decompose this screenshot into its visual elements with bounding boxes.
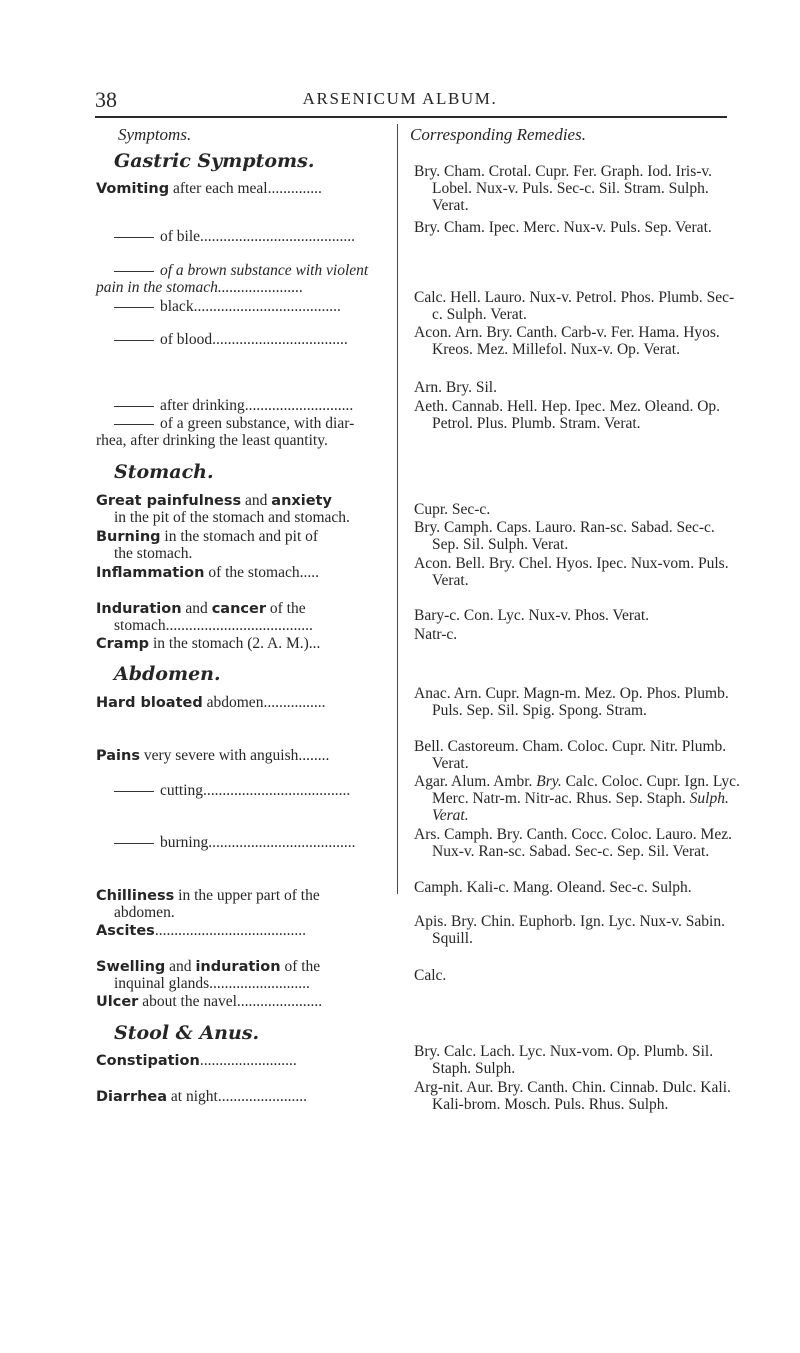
remedy-entry: Apis. Bry. Chin. Euphorb. Ign. Lyc. Nux-v. Sabin. Squill. <box>414 913 725 947</box>
remedy-entry: Bry. Camph. Caps. Lauro. Ran-sc. Sabad. Sec-c. Sep. Sil. Sulph. Verat. <box>414 519 715 553</box>
page-number: 38 <box>95 87 117 112</box>
running-head: ARSENICUM ALBUM. <box>302 89 498 108</box>
symptom-line: Great painfulness and anxiety <box>96 492 332 509</box>
remedy-entry: Acon. Bell. Bry. Chel. Hyos. Ipec. Nux-vom. Puls. Verat. <box>414 555 729 589</box>
remedy-entry: Arn. Bry. Sil. <box>414 379 497 396</box>
symptom-line: stomach...................................... <box>114 617 313 634</box>
column-divider <box>397 124 398 894</box>
symptom-line: Ascites....................................... <box>96 922 306 939</box>
remedy-entry: Bell. Castoreum. Cham. Coloc. Cupr. Nitr. Plumb. Verat. <box>414 738 727 772</box>
remedy-entry: Cupr. Sec-c. <box>414 501 491 518</box>
symptom-line: after drinking............................ <box>114 397 396 414</box>
symptom-line: in the pit of the stomach and stomach. <box>114 509 350 526</box>
section-title: Stool & Anus. <box>114 1022 260 1044</box>
section-title: Stomach. <box>114 461 214 483</box>
symptom-line: burning...................................... <box>114 834 396 851</box>
symptom-line: Vomiting after each meal.............. <box>96 180 322 197</box>
symptom-line: Chilliness in the upper part of the <box>96 887 320 904</box>
remedy-entry: Bary-c. Con. Lyc. Nux-v. Phos. Verat. <box>414 607 650 624</box>
section-title: Gastric Symptoms. <box>114 150 315 172</box>
symptom-line: inquinal glands.......................... <box>114 975 310 992</box>
symptom-line: Diarrhea at night....................... <box>96 1088 307 1105</box>
symptom-line: of a green substance, with diar- <box>114 415 396 432</box>
symptoms-column-header: Symptoms. <box>118 125 192 144</box>
symptom-line: rhea, after drinking the least quantity. <box>96 432 328 449</box>
remedy-entry: Agar. Alum. Ambr. Bry. Calc. Coloc. Cupr. Ign. Lyc. Merc. Natr-m. Nitr-ac. Rhus. Sep. Staph. Sulph. Verat. <box>414 773 740 824</box>
symptom-line: Hard bloated abdomen................ <box>96 694 326 711</box>
symptom-line: cutting...................................... <box>114 782 396 799</box>
symptom-line: pain in the stomach...................... <box>96 279 304 296</box>
remedy-entry: Arg-nit. Aur. Bry. Canth. Chin. Cinnab. Dulc. Kali. Kali-brom. Mosch. Puls. Rhus. Sulph. <box>414 1079 731 1113</box>
remedy-entry: Ars. Camph. Bry. Canth. Cocc. Coloc. Lauro. Mez. Nux-v. Ran-sc. Sabad. Sec-c. Sep. Sil. Verat. <box>414 826 732 860</box>
remedy-entry: Anac. Arn. Cupr. Magn-m. Mez. Op. Phos. Plumb. Puls. Sep. Sil. Spig. Spong. Stram. <box>414 685 729 719</box>
remedy-entry: Aeth. Cannab. Hell. Hep. Ipec. Mez. Oleand. Op. Petrol. Plus. Plumb. Stram. Verat. <box>414 398 721 432</box>
symptom-line: of bile........................................ <box>114 228 396 245</box>
remedy-entry: Camph. Kali-c. Mang. Oleand. Sec-c. Sulph. <box>414 879 692 896</box>
remedy-entry: Natr-c. <box>414 626 458 643</box>
symptom-line: black...................................... <box>114 298 396 315</box>
symptom-line: Inflammation of the stomach..... <box>96 564 319 581</box>
symptom-line: Ulcer about the navel...................... <box>96 993 323 1010</box>
symptom-line: of blood................................... <box>114 331 396 348</box>
symptom-line: the stomach. <box>114 545 193 562</box>
symptom-line: Pains very severe with anguish........ <box>96 747 330 764</box>
symptom-line: Induration and cancer of the <box>96 600 306 617</box>
remedies-column-header: Corresponding Remedies. <box>410 125 586 144</box>
remedy-entry: Bry. Cham. Crotal. Cupr. Fer. Graph. Iod. Iris-v. Lobel. Nux-v. Puls. Sec-c. Sil. Stram. Sulph. Verat. <box>414 163 713 214</box>
symptom-line: Cramp in the stomach (2. A. M.)... <box>96 635 321 652</box>
remedy-entry: Bry. Calc. Lach. Lyc. Nux-vom. Op. Plumb. Sil. Staph. Sulph. <box>414 1043 714 1077</box>
header-rule <box>95 116 727 118</box>
symptom-line: Burning in the stomach and pit of <box>96 528 319 545</box>
symptom-line: of a brown substance with violent <box>114 262 396 279</box>
symptom-line: Swelling and induration of the <box>96 958 321 975</box>
symptom-line: Constipation......................... <box>96 1052 297 1069</box>
remedy-entry: Calc. Hell. Lauro. Nux-v. Petrol. Phos. Plumb. Sec-c. Sulph. Verat. <box>414 289 735 323</box>
remedy-entry: Calc. <box>414 967 447 984</box>
symptom-keyword: Vomiting <box>96 181 170 197</box>
remedy-entry: Acon. Arn. Bry. Canth. Carb-v. Fer. Hama. Hyos. Kreos. Mez. Millefol. Nux-v. Op. Verat. <box>414 324 720 358</box>
remedy-entry: Bry. Cham. Ipec. Merc. Nux-v. Puls. Sep. Verat. <box>414 219 712 236</box>
symptom-line: abdomen. <box>114 904 175 921</box>
section-title: Abdomen. <box>114 663 221 685</box>
